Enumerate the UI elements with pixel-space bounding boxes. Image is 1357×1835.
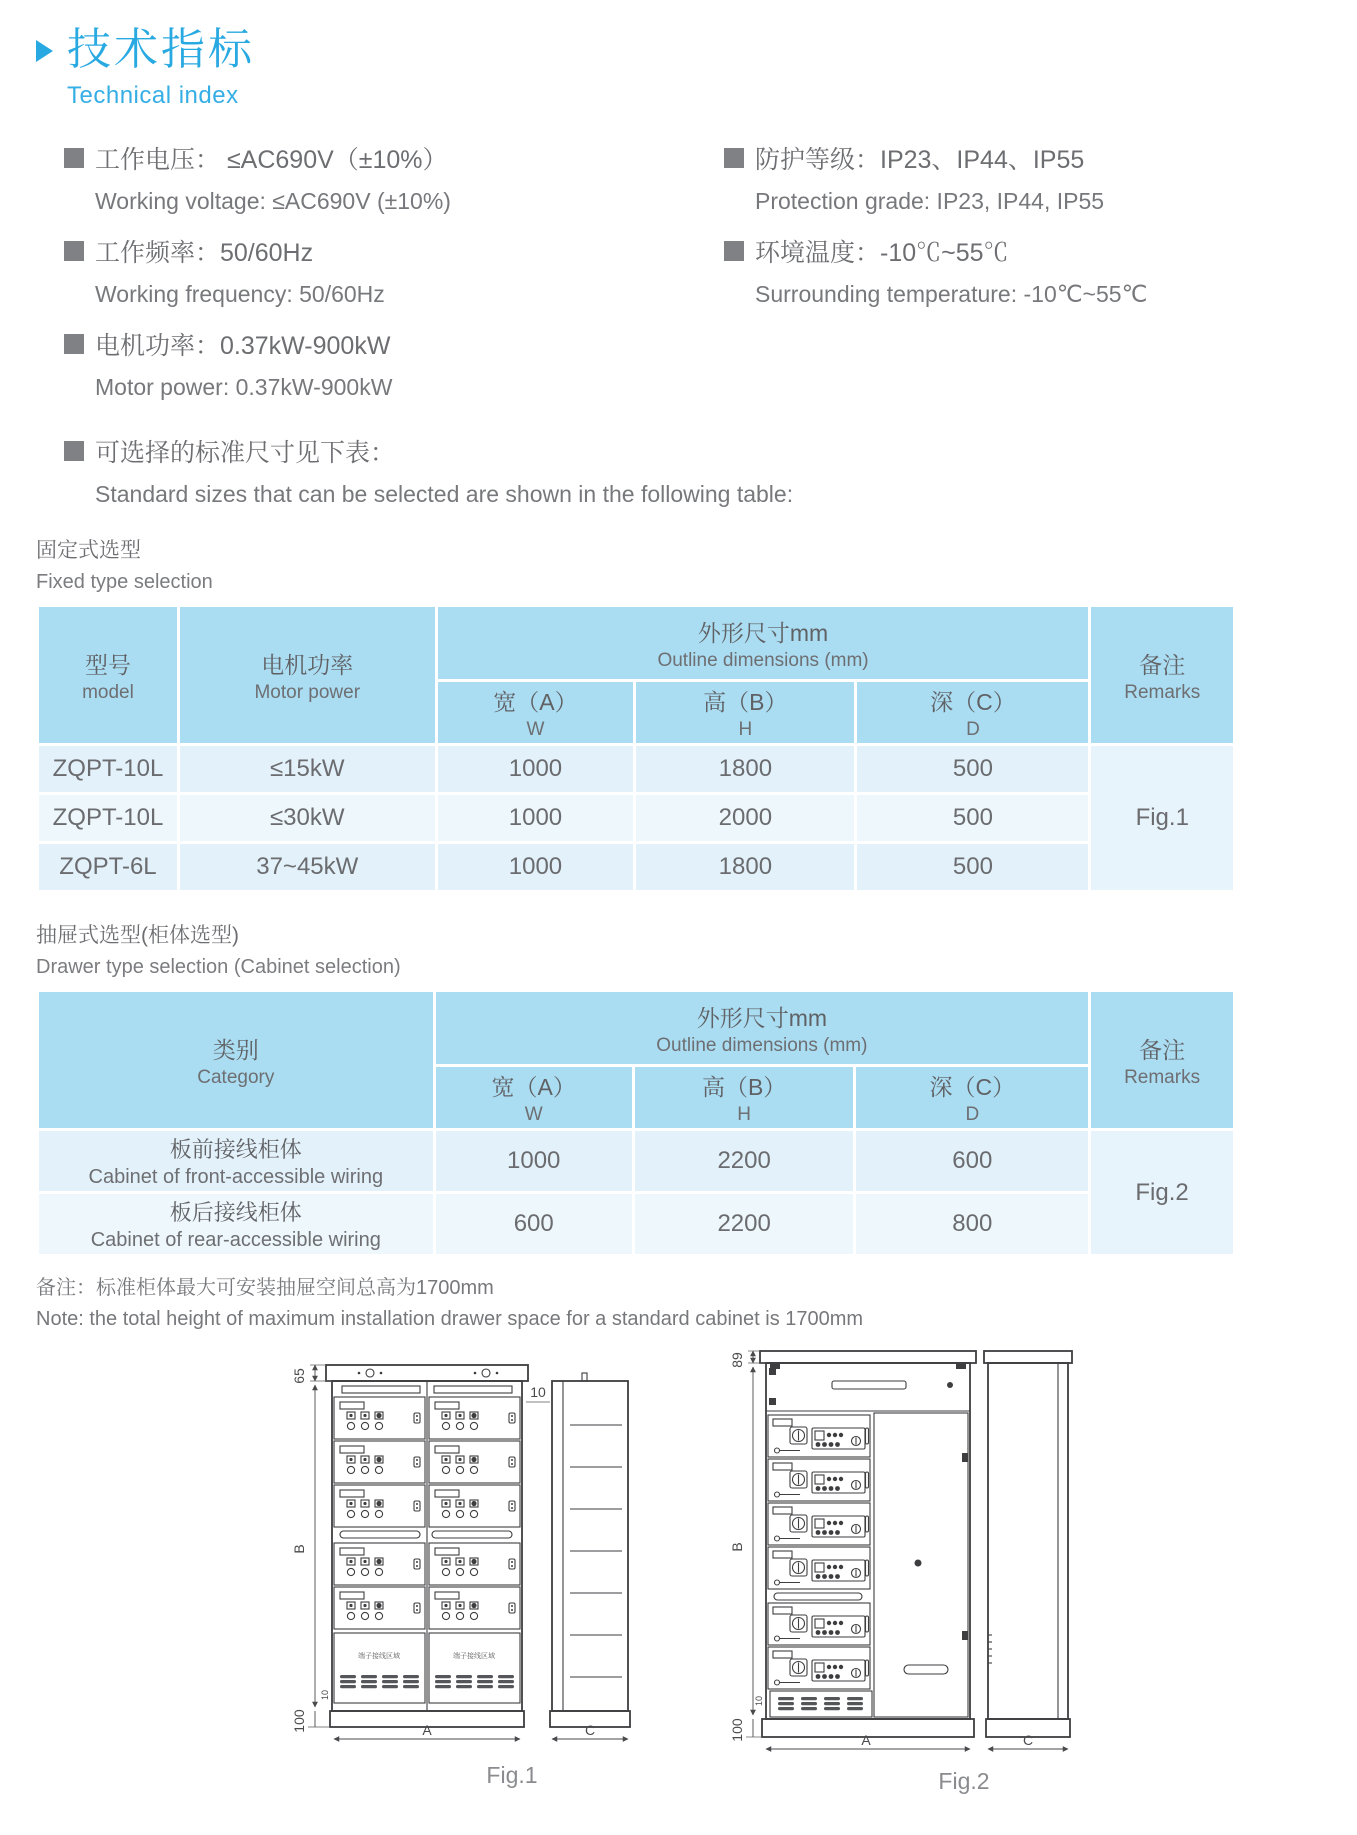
spec-column-left	[64, 140, 724, 419]
cell-depth: 800	[856, 1194, 1088, 1254]
col-header-category	[39, 992, 433, 1128]
spec-item	[64, 326, 724, 401]
cell-height: 1800	[636, 746, 854, 792]
cell-height: 2200	[635, 1194, 854, 1254]
header-zh: 宽（A）	[491, 1074, 576, 1101]
drawer-unit	[768, 1459, 870, 1501]
category-zh: 板后接线柜体	[169, 1200, 302, 1226]
cell-height: 2000	[636, 795, 854, 841]
col-header-depth	[856, 1067, 1088, 1128]
drawer-unit	[768, 1415, 870, 1457]
fig2-side-view	[984, 1351, 1072, 1737]
spec-line-en: Motor power: 0.37kW-900kW	[95, 374, 393, 401]
drawer-section-label	[36, 919, 1321, 979]
square-bullet-icon	[64, 148, 84, 168]
cell-category	[39, 1131, 433, 1191]
table-row	[39, 746, 1233, 792]
drawer-unit	[334, 1441, 425, 1483]
spec-text: 防护等级：IP23、IP44、IP55	[755, 146, 1085, 175]
header-en: model	[82, 681, 134, 703]
col-header-remarks	[1091, 992, 1233, 1128]
drawer-unit	[429, 1587, 520, 1629]
table-row	[39, 1194, 1233, 1254]
footnote-en: Note: the total height of maximum installation drawer space for a standard cabinet is 1700mm	[36, 1308, 864, 1331]
spec-line-zh	[724, 140, 1321, 176]
category-zh: 板前接线柜体	[169, 1137, 302, 1163]
header-en: W	[524, 1104, 543, 1126]
col-header-model	[39, 607, 177, 743]
header-en: H	[738, 719, 753, 741]
header-titles	[67, 26, 255, 110]
drawer-unit	[768, 1647, 870, 1689]
spec-text: 电机功率：0.37kW-900kW	[95, 332, 391, 361]
col-header-remarks	[1091, 607, 1233, 743]
spec-line-zh	[64, 140, 724, 176]
header-zh: 深（C）	[930, 689, 1016, 716]
fig1-dim-65: 65	[290, 1368, 307, 1385]
cell-height: 1800	[636, 844, 854, 890]
fig2-dim-100: 100	[728, 1718, 745, 1743]
fig1-dim-c: C	[584, 1722, 595, 1739]
col-header-power	[180, 607, 435, 743]
spec-line-zh	[64, 433, 1321, 469]
table-row	[39, 795, 1233, 841]
fixed-section-label	[36, 534, 1321, 594]
fig2-dim-b: B	[728, 1542, 745, 1553]
drawer-unit	[768, 1503, 870, 1545]
spec-line-en: Standard sizes that can be selected are shown in the following table:	[95, 481, 794, 508]
drawer-unit	[429, 1441, 520, 1483]
col-header-height	[636, 682, 854, 743]
header-zh: 电机功率	[261, 651, 354, 678]
cell-power: ≤30kW	[180, 795, 435, 841]
fig1-front-view	[326, 1365, 528, 1727]
col-header-width	[438, 682, 634, 743]
cell-remark: Fig.2	[1091, 1131, 1233, 1254]
col-header-depth	[857, 682, 1088, 743]
square-bullet-icon	[64, 441, 84, 461]
col-header-height	[635, 1067, 854, 1128]
cell-depth: 500	[857, 844, 1088, 890]
header-en: Motor power	[254, 681, 361, 703]
fig1-drawing	[282, 1345, 662, 1815]
spec-line-zh	[64, 233, 724, 269]
table-row	[39, 1131, 1233, 1191]
page-subtitle: Technical index	[67, 82, 239, 110]
figure-row	[36, 1335, 1321, 1815]
spec-text: 工作频率：50/60Hz	[95, 239, 314, 268]
cell-depth: 600	[856, 1131, 1088, 1191]
drawer-unit	[429, 1397, 520, 1439]
cell-model: ZQPT-10L	[39, 746, 177, 792]
spec-column-right	[724, 140, 1321, 419]
cell-depth: 500	[857, 795, 1088, 841]
cell-width: 600	[436, 1194, 632, 1254]
cell-width: 1000	[436, 1131, 632, 1191]
fig2-front-view	[760, 1351, 976, 1737]
cell-power: 37~45kW	[180, 844, 435, 890]
table-row	[39, 844, 1233, 890]
section-title-en: Fixed type selection	[36, 571, 213, 594]
footnote	[36, 1271, 1321, 1331]
cell-depth: 500	[857, 746, 1088, 792]
cell-model: ZQPT-6L	[39, 844, 177, 890]
spec-line-en: Working frequency: 50/60Hz	[95, 281, 385, 308]
header-zh: 高（B）	[701, 1074, 787, 1101]
header-zh: 类别	[212, 1036, 259, 1063]
fig2-dim-89: 89	[728, 1352, 745, 1369]
cell-height: 2200	[635, 1131, 854, 1191]
fig1-side-view	[550, 1373, 630, 1727]
fig2-caption: Fig.2	[937, 1768, 990, 1795]
spec-text: 环境温度：-10℃~55℃	[755, 239, 1009, 268]
fig1-dim-a: A	[421, 1722, 432, 1739]
cell-width: 1000	[438, 746, 634, 792]
section-title-zh: 抽屉式选型(柜体选型)	[36, 924, 239, 948]
header-zh: 深（C）	[929, 1074, 1016, 1101]
header-zh: 外形尺寸mm	[696, 1004, 828, 1031]
square-bullet-icon	[724, 241, 744, 261]
header-zh: 备注	[1139, 651, 1186, 678]
spec-line-zh	[64, 326, 724, 362]
section-title-zh: 固定式选型	[36, 539, 141, 563]
spec-item	[64, 233, 724, 308]
drawer-unit	[768, 1547, 870, 1589]
square-bullet-icon	[64, 241, 84, 261]
page-title: 技术指标	[67, 25, 255, 74]
fig1-dim-10-bottom: 10	[319, 1690, 330, 1701]
spec-item	[724, 233, 1321, 308]
terminal-area-label: 端子接线区域	[452, 1653, 495, 1661]
spec-line-en: Protection grade: IP23, IP44, IP55	[755, 188, 1105, 215]
col-header-dimensions	[436, 992, 1089, 1064]
header-zh: 外形尺寸mm	[697, 619, 829, 646]
cell-width: 1000	[438, 844, 634, 890]
header-zh: 型号	[84, 651, 131, 678]
section-title-en: Drawer type selection (Cabinet selection)	[36, 956, 401, 979]
col-header-width	[436, 1067, 632, 1128]
spec-item	[64, 140, 724, 215]
category-en: Cabinet of front-accessible wiring	[88, 1166, 384, 1189]
spec-list	[36, 140, 1321, 419]
cell-power: ≤15kW	[180, 746, 435, 792]
header-en: Outline dimensions (mm)	[657, 649, 869, 671]
cell-remark: Fig.1	[1091, 746, 1233, 890]
drawer-unit	[334, 1543, 425, 1585]
header-zh: 备注	[1139, 1036, 1186, 1063]
spec-line-en: Working voltage: ≤AC690V (±10%)	[95, 188, 451, 215]
header-en: D	[966, 719, 980, 741]
square-bullet-icon	[64, 334, 84, 354]
section-arrow-icon	[36, 40, 53, 62]
spec-line-zh	[724, 233, 1321, 269]
spec-item	[724, 140, 1321, 215]
header-zh: 高（B）	[703, 689, 788, 716]
terminal-area-label: 端子接线区域	[357, 1653, 400, 1661]
drawer-unit	[768, 1603, 870, 1645]
fig2-dim-c: C	[1022, 1732, 1033, 1749]
header-en: W	[526, 719, 545, 741]
header-en: Category	[197, 1066, 275, 1088]
col-header-dimensions	[438, 607, 1089, 679]
spec-line-en: Surrounding temperature: -10℃~55℃	[755, 281, 1148, 308]
header-en: D	[965, 1104, 980, 1126]
fig2-dim-10: 10	[753, 1696, 764, 1707]
drawer-unit	[334, 1587, 425, 1629]
drawer-unit	[429, 1543, 520, 1585]
page-header	[36, 26, 1321, 110]
header-zh: 宽（A）	[493, 689, 578, 716]
square-bullet-icon	[724, 148, 744, 168]
drawer-unit	[334, 1397, 425, 1439]
cell-width: 1000	[438, 795, 634, 841]
header-en: Remarks	[1124, 1066, 1201, 1088]
header-en: Outline dimensions (mm)	[656, 1034, 868, 1056]
cell-model: ZQPT-10L	[39, 795, 177, 841]
drawer-unit	[429, 1485, 520, 1527]
fig1-dim-10-top: 10	[529, 1384, 546, 1401]
fixed-type-table	[36, 604, 1236, 893]
header-en: H	[737, 1104, 751, 1126]
footnote-zh: 备注：标准柜体最大可安装抽屉空间总高为1700mm	[36, 1277, 494, 1300]
fig1-caption: Fig.1	[485, 1762, 538, 1789]
spec-text: 工作电压： ≤AC690V（±10%）	[95, 146, 448, 175]
cell-category	[39, 1194, 433, 1254]
fig1-dim-b: B	[290, 1544, 307, 1555]
fig2-drawing	[726, 1335, 1076, 1815]
fig2-dim-a: A	[860, 1732, 871, 1749]
category-en: Cabinet of rear-accessible wiring	[90, 1229, 381, 1252]
drawer-unit	[334, 1485, 425, 1527]
drawer-type-table	[36, 989, 1236, 1257]
fig1-dim-100: 100	[290, 1709, 307, 1734]
header-en: Remarks	[1124, 681, 1201, 703]
spec-text: 可选择的标准尺寸见下表：	[95, 439, 396, 468]
table-intro	[36, 433, 1321, 508]
